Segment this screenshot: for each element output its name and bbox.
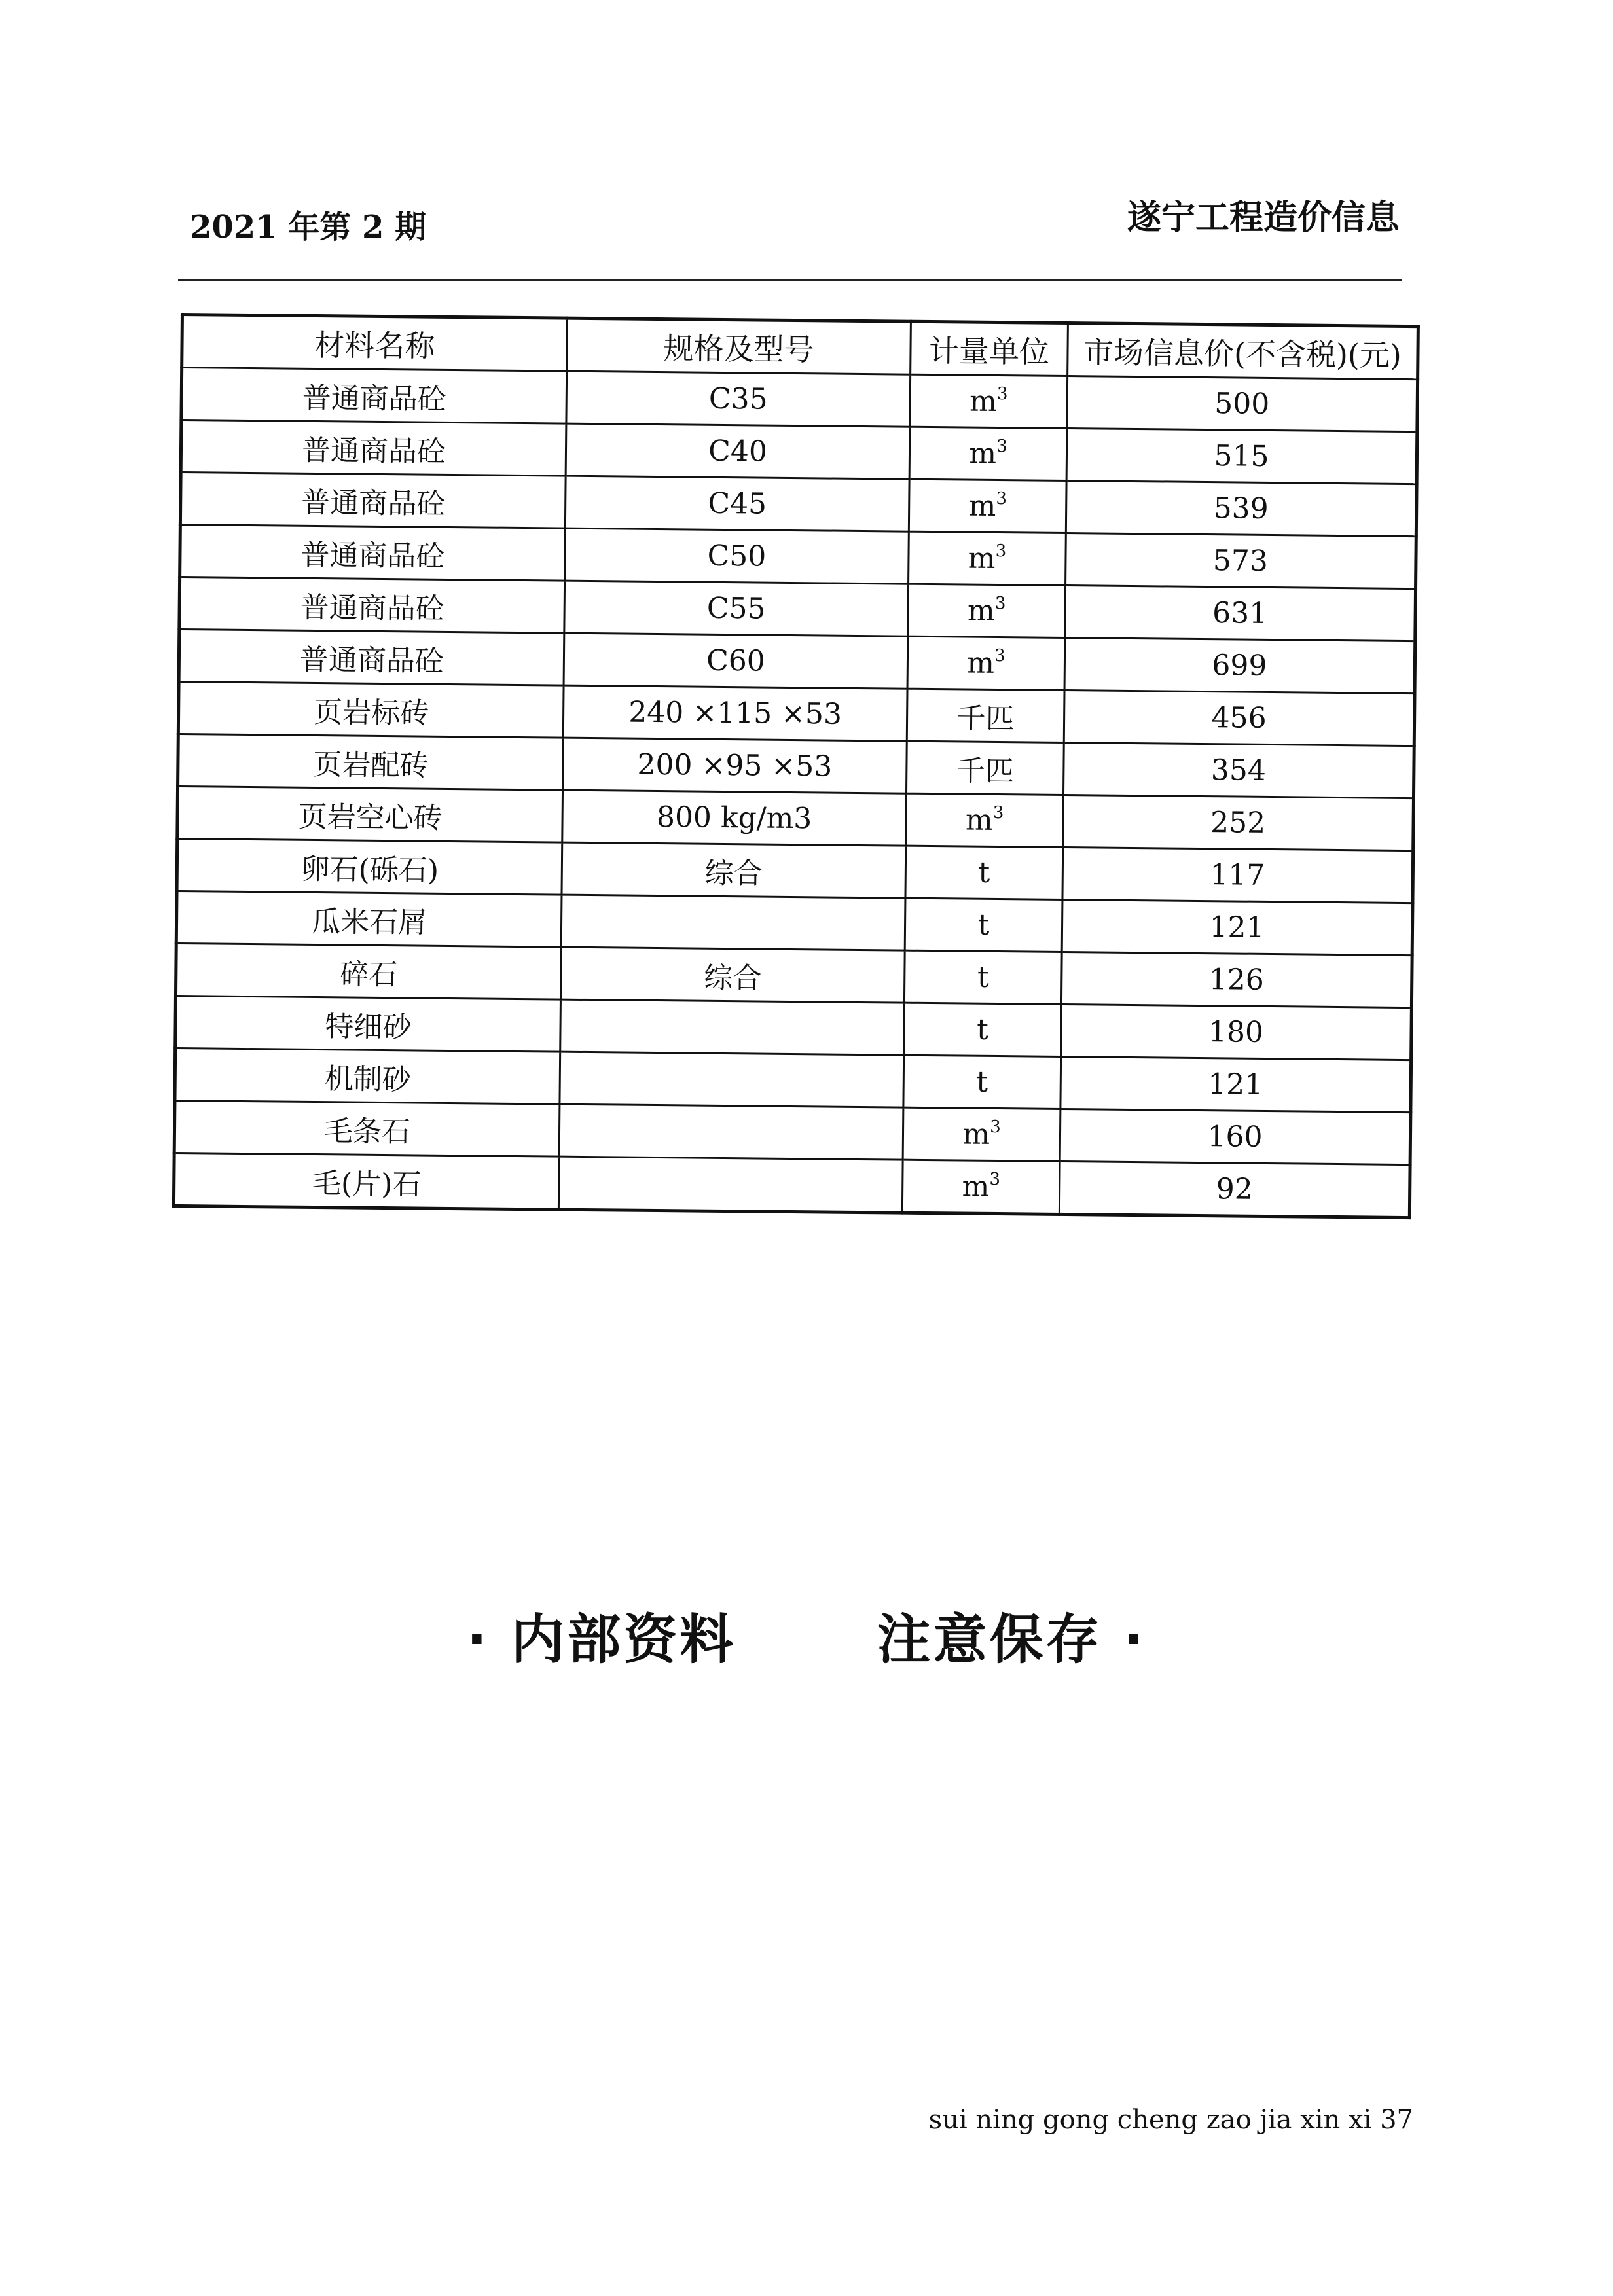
header-material-name: 材料名称 bbox=[182, 315, 568, 372]
spec-cell bbox=[560, 999, 905, 1055]
unit-text: m bbox=[968, 489, 996, 523]
unit-superscript: 3 bbox=[996, 488, 1007, 509]
price-cell: 699 bbox=[1064, 637, 1415, 693]
unit-cell bbox=[905, 846, 1063, 899]
unit-cell bbox=[910, 374, 1068, 428]
unit-superscript: 3 bbox=[996, 436, 1007, 457]
notice-internal-material: 内部资料 bbox=[511, 1609, 736, 1671]
spec-cell bbox=[558, 1157, 903, 1213]
unit-text: t bbox=[976, 1065, 988, 1099]
spec-cell: 综合 bbox=[562, 842, 906, 898]
page-footer bbox=[929, 2105, 1413, 2135]
unit-cell bbox=[908, 584, 1066, 637]
unit-cell bbox=[904, 1003, 1062, 1056]
unit-cell bbox=[907, 689, 1064, 742]
unit-superscript: 3 bbox=[995, 541, 1007, 562]
unit-cell bbox=[909, 531, 1066, 585]
spec-cell: C35 bbox=[566, 371, 911, 427]
unit-cell bbox=[907, 636, 1065, 690]
price-table bbox=[172, 313, 1420, 1219]
spec-cell: C45 bbox=[565, 476, 909, 531]
price-cell: 500 bbox=[1067, 376, 1418, 432]
unit-cell bbox=[906, 793, 1064, 847]
unit-cell bbox=[909, 427, 1067, 480]
notice-dot-left: · bbox=[466, 1609, 490, 1671]
notice-keep-safe: 注意保存 bbox=[877, 1609, 1102, 1671]
spec-cell: 240 ×115 ×53 bbox=[563, 685, 907, 741]
unit-text: t bbox=[977, 960, 989, 994]
material-name-cell: 卵石(砾石) bbox=[177, 838, 562, 895]
spec-cell: 800 kg/m3 bbox=[562, 790, 907, 846]
material-name-cell: 碎石 bbox=[175, 943, 561, 999]
material-name-cell: 普通商品砼 bbox=[180, 473, 566, 529]
material-name-cell: 毛(片)石 bbox=[173, 1153, 559, 1210]
unit-text: m bbox=[969, 437, 997, 471]
spec-cell: C50 bbox=[565, 528, 909, 584]
price-cell: 573 bbox=[1066, 533, 1417, 588]
unit-cell bbox=[903, 1055, 1061, 1109]
unit-superscript: 3 bbox=[994, 645, 1006, 666]
unit-superscript: 3 bbox=[992, 802, 1004, 823]
unit-text: m bbox=[962, 1117, 990, 1151]
material-name-cell: 特细砂 bbox=[175, 996, 561, 1052]
unit-text: t bbox=[976, 1013, 989, 1047]
unit-cell bbox=[907, 741, 1064, 795]
header-market-price: 市场信息价(不含税)(元) bbox=[1068, 323, 1419, 380]
price-cell: 160 bbox=[1060, 1109, 1411, 1164]
material-name-cell: 普通商品砼 bbox=[181, 368, 567, 424]
header-unit: 计量单位 bbox=[911, 321, 1068, 376]
spec-cell bbox=[559, 1104, 903, 1160]
table-row bbox=[173, 1153, 1410, 1217]
unit-cell bbox=[909, 479, 1066, 533]
unit-cell bbox=[903, 1107, 1060, 1161]
unit-text: t bbox=[977, 908, 990, 942]
spec-cell: 综合 bbox=[560, 947, 905, 1003]
unit-text: 千匹 bbox=[956, 701, 1015, 736]
spec-cell: C55 bbox=[564, 581, 909, 636]
unit-cell bbox=[905, 898, 1062, 952]
price-cell: 117 bbox=[1062, 847, 1413, 903]
material-name-cell: 页岩标砖 bbox=[178, 681, 564, 738]
material-name-cell: 页岩空心砖 bbox=[177, 786, 563, 842]
material-name-cell: 普通商品砼 bbox=[179, 577, 565, 634]
material-name-cell: 页岩配砖 bbox=[178, 734, 564, 790]
header-divider bbox=[178, 279, 1402, 281]
material-name-cell: 普通商品砼 bbox=[179, 630, 564, 686]
price-cell: 631 bbox=[1065, 585, 1416, 641]
page-number: 37 bbox=[1380, 2105, 1413, 2135]
notice-dot-right: · bbox=[1123, 1609, 1147, 1671]
spec-cell: C60 bbox=[564, 633, 908, 689]
unit-cell bbox=[904, 950, 1062, 1004]
spec-cell bbox=[561, 895, 905, 950]
unit-text: 千匹 bbox=[956, 753, 1015, 788]
material-name-cell: 瓜米石屑 bbox=[176, 891, 562, 947]
internal-notice bbox=[0, 1597, 1613, 1674]
unit-text: m bbox=[965, 803, 993, 837]
issue-label: 2021 年第 2 期 bbox=[190, 209, 427, 245]
price-cell: 354 bbox=[1063, 742, 1414, 798]
spec-cell: 200 ×95 ×53 bbox=[563, 738, 907, 793]
material-name-cell: 毛条石 bbox=[174, 1100, 560, 1157]
unit-text: t bbox=[978, 855, 990, 889]
unit-text: m bbox=[967, 646, 995, 680]
spec-cell bbox=[560, 1052, 904, 1107]
price-cell: 539 bbox=[1066, 481, 1417, 537]
unit-text: m bbox=[968, 541, 996, 575]
unit-superscript: 3 bbox=[996, 384, 1008, 404]
unit-cell bbox=[902, 1160, 1060, 1214]
footer-pinyin-title: sui ning gong cheng zao jia xin xi bbox=[928, 2105, 1372, 2135]
unit-superscript: 3 bbox=[990, 1117, 1001, 1138]
price-cell: 515 bbox=[1066, 429, 1417, 484]
material-name-cell: 普通商品砼 bbox=[180, 525, 566, 581]
unit-text: m bbox=[969, 384, 998, 418]
unit-superscript: 3 bbox=[989, 1169, 1001, 1190]
unit-text: m bbox=[967, 594, 996, 628]
material-name-cell: 普通商品砼 bbox=[181, 420, 566, 476]
price-cell: 121 bbox=[1060, 1056, 1411, 1112]
price-cell: 252 bbox=[1063, 795, 1414, 850]
header-spec-model: 规格及型号 bbox=[567, 318, 911, 374]
publication-title: 遂宁工程造价信息 bbox=[1127, 198, 1400, 238]
price-table-container bbox=[172, 313, 1417, 1219]
price-cell: 180 bbox=[1061, 1004, 1412, 1060]
spec-cell: C40 bbox=[566, 423, 910, 479]
price-cell: 92 bbox=[1059, 1161, 1410, 1217]
unit-superscript: 3 bbox=[994, 593, 1006, 614]
price-cell: 126 bbox=[1061, 952, 1412, 1007]
unit-text: m bbox=[962, 1170, 990, 1204]
price-cell: 456 bbox=[1064, 690, 1415, 745]
price-cell: 121 bbox=[1062, 899, 1413, 955]
material-name-cell: 机制砂 bbox=[175, 1048, 560, 1104]
